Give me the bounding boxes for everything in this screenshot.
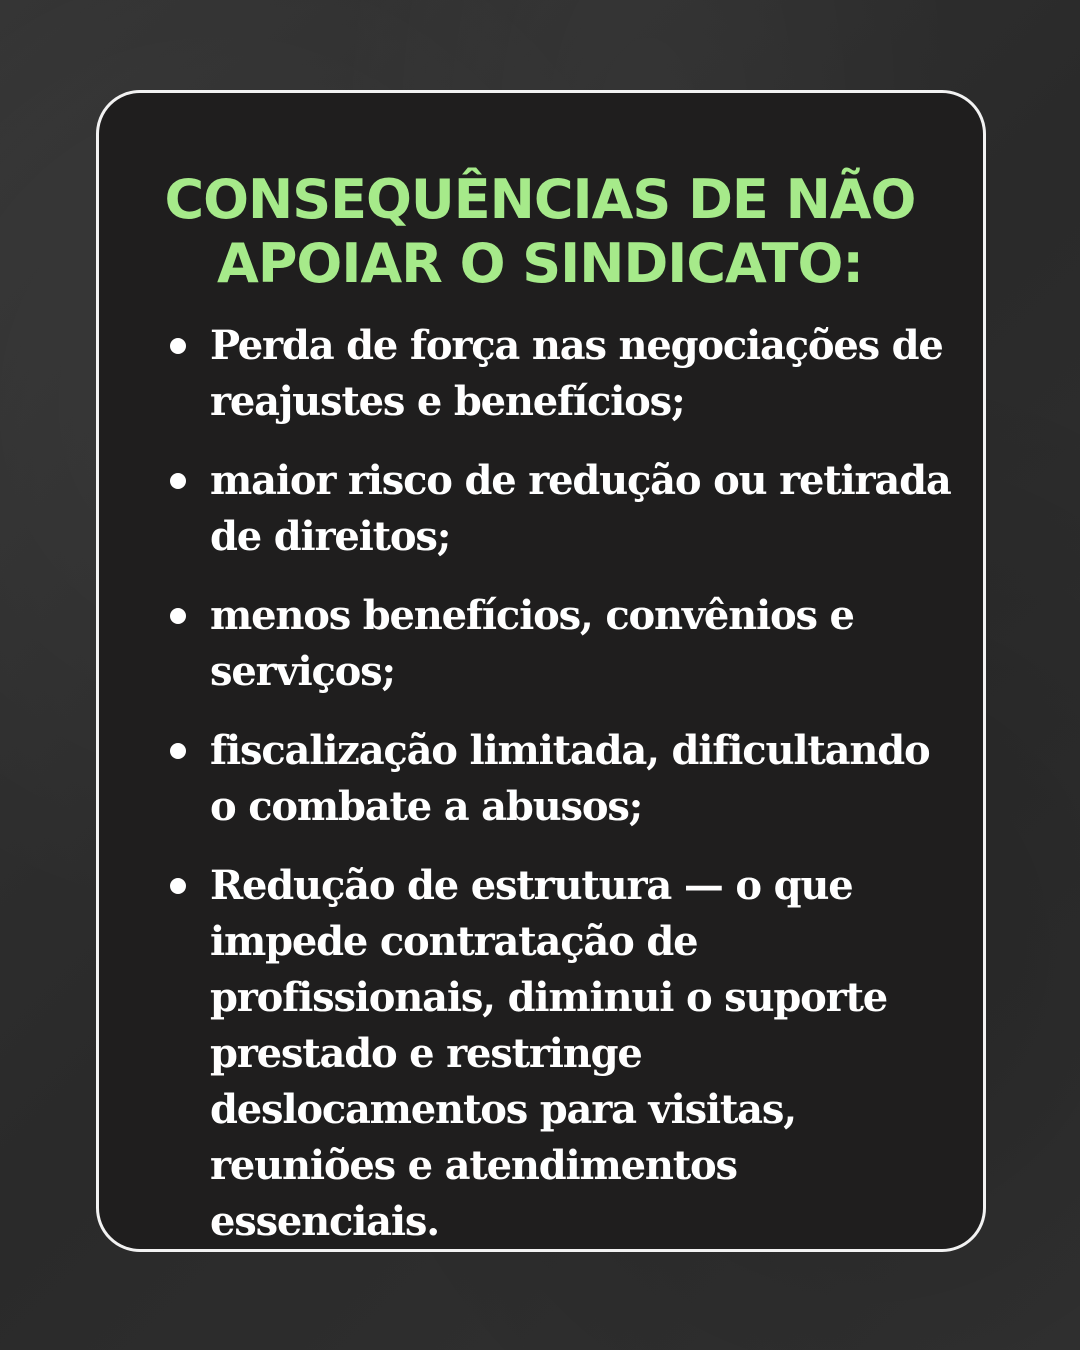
bullet-icon — [170, 473, 186, 489]
consequences-list — [166, 318, 956, 1273]
list-item-text: Perda de força nas negociações de reajustes e benefícios; — [210, 322, 943, 425]
page-title — [0, 168, 1080, 296]
bullet-icon — [170, 743, 186, 759]
list-item-text: maior risco de redução ou retirada de direitos; — [210, 457, 951, 560]
bullet-icon — [170, 338, 186, 354]
list-item — [166, 318, 956, 430]
list-item — [166, 858, 956, 1250]
bullet-icon — [170, 608, 186, 624]
bullet-icon — [170, 878, 186, 894]
list-item-text: Redução de estrutura — o que impede contratação de profissionais, diminui o suporte prestado e restringe deslocamentos para visitas, reuniões e atendimentos essenciais. — [210, 862, 888, 1245]
list-item-text: fiscalização limitada, dificultando o combate a abusos; — [210, 727, 930, 830]
title-line-1: CONSEQUÊNCIAS DE NÃO — [164, 168, 916, 231]
list-item-text: menos benefícios, convênios e serviços; — [210, 592, 854, 695]
title-line-2: APOIAR O SINDICATO: — [217, 232, 863, 295]
list-item — [166, 723, 956, 835]
list-item — [166, 588, 956, 700]
list-item — [166, 453, 956, 565]
